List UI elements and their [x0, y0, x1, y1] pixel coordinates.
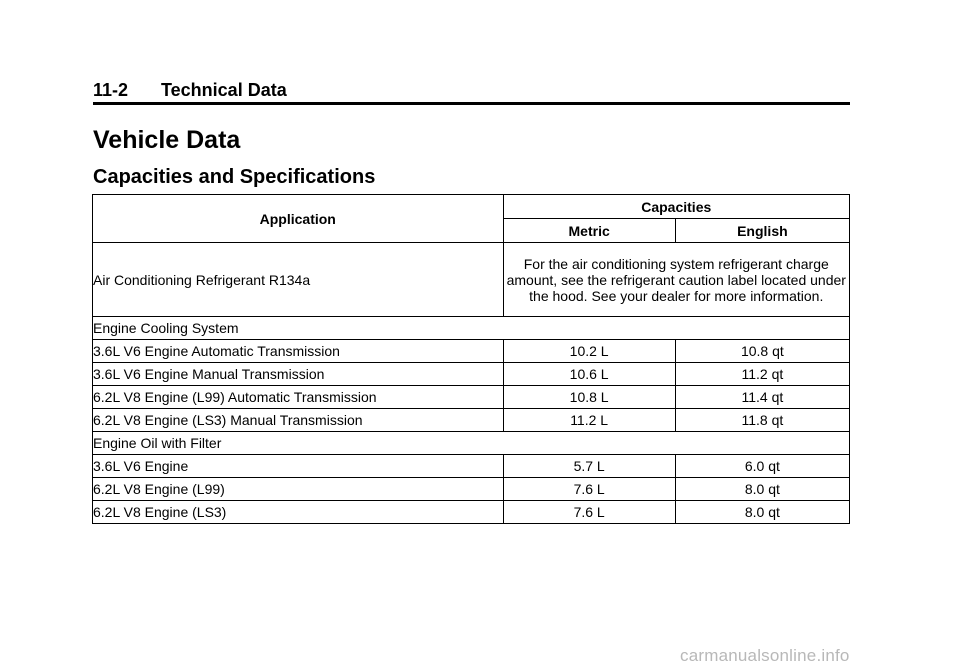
row-english: 8.0 qt — [675, 501, 849, 524]
row-metric: 7.6 L — [503, 501, 675, 524]
row-metric: 7.6 L — [503, 478, 675, 501]
page-number: 11-2 — [93, 80, 129, 100]
header-rule — [93, 102, 850, 105]
row-name: 6.2L V8 Engine (LS3) Manual Transmission — [93, 409, 504, 432]
page-header — [93, 80, 850, 104]
page-title: Vehicle Data — [93, 126, 241, 154]
row-name: 3.6L V6 Engine Automatic Transmission — [93, 340, 504, 363]
watermark: carmanualsonline.info — [680, 646, 850, 665]
engine-oil-label: Engine Oil with Filter — [93, 432, 850, 455]
row-english: 10.8 qt — [675, 340, 849, 363]
row-metric: 11.2 L — [503, 409, 675, 432]
category-row — [93, 317, 850, 340]
table-row — [93, 340, 850, 363]
row-name: 3.6L V6 Engine Manual Transmission — [93, 363, 504, 386]
row-name: 3.6L V6 Engine — [93, 455, 504, 478]
capacities-header: Capacities — [503, 195, 849, 219]
cooling-system-label: Engine Cooling System — [93, 317, 850, 340]
table-row — [93, 386, 850, 409]
row-name: 6.2L V8 Engine (L99) Automatic Transmission — [93, 386, 504, 409]
row-english: 6.0 qt — [675, 455, 849, 478]
row-english: 11.4 qt — [675, 386, 849, 409]
ac-refrigerant-note: For the air conditioning system refrigerant charge amount, see the refrigerant caution label located under the hood. See your dealer for more information. — [503, 243, 849, 317]
table-header-row — [93, 195, 850, 219]
row-english: 11.8 qt — [675, 409, 849, 432]
ac-refrigerant-label: Air Conditioning Refrigerant R134a — [93, 243, 504, 317]
capacities-table — [92, 194, 850, 524]
row-metric: 10.2 L — [503, 340, 675, 363]
table-row — [93, 501, 850, 524]
category-row — [93, 432, 850, 455]
english-header: English — [675, 219, 849, 243]
row-english: 8.0 qt — [675, 478, 849, 501]
row-english: 11.2 qt — [675, 363, 849, 386]
row-metric: 10.8 L — [503, 386, 675, 409]
metric-header: Metric — [503, 219, 675, 243]
table-row — [93, 409, 850, 432]
table-row — [93, 243, 850, 317]
application-header: Application — [93, 195, 504, 243]
row-metric: 10.6 L — [503, 363, 675, 386]
row-name: 6.2L V8 Engine (L99) — [93, 478, 504, 501]
table-row — [93, 478, 850, 501]
table-row — [93, 363, 850, 386]
row-name: 6.2L V8 Engine (LS3) — [93, 501, 504, 524]
section-title: Technical Data — [161, 80, 287, 100]
row-metric: 5.7 L — [503, 455, 675, 478]
table-row — [93, 455, 850, 478]
section-subtitle: Capacities and Specifications — [93, 166, 376, 188]
